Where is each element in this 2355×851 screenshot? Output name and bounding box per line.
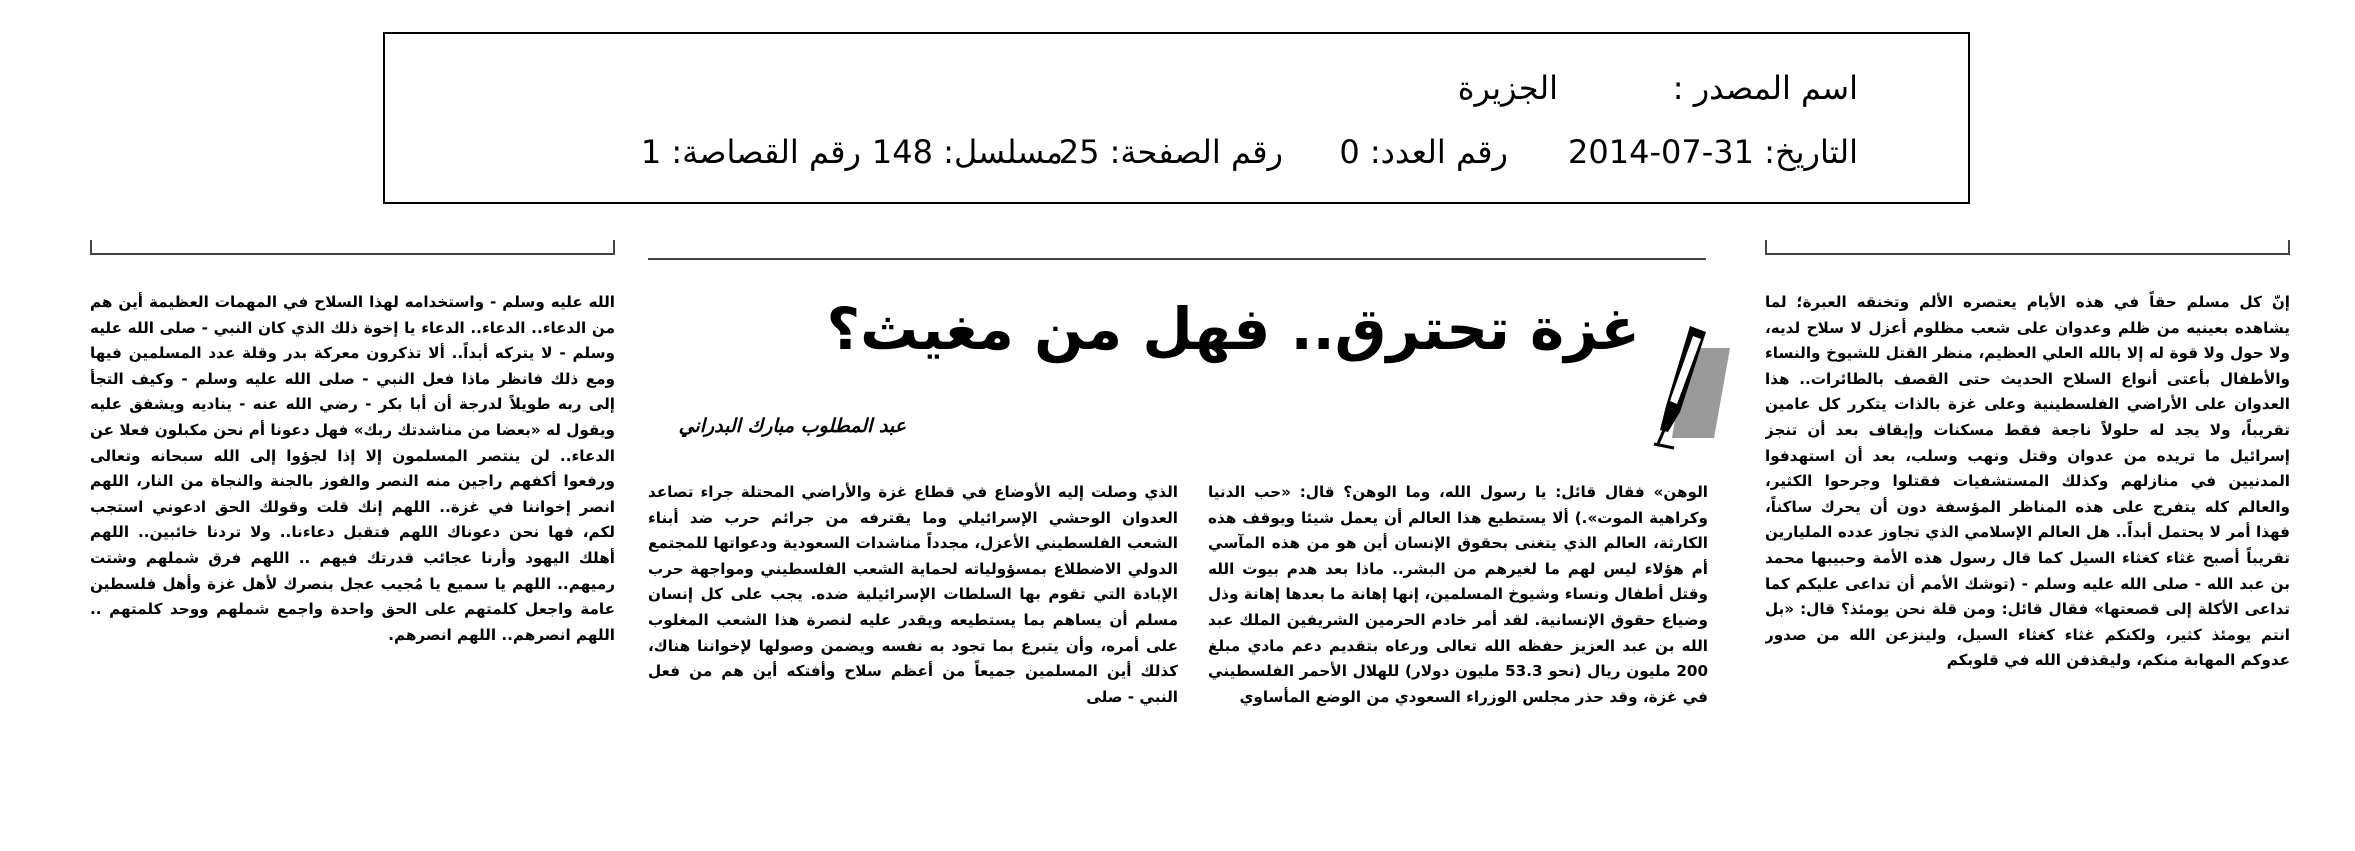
col-rule-tick (1765, 240, 1767, 254)
col-rule-tick (2288, 240, 2290, 254)
col-rule-tick (613, 240, 615, 254)
col-rule-center (648, 258, 1706, 260)
article-column-4: الله عليه وسلم - واستخدامه لهذا السلاح في المهمات العظيمة أين هم من الدعاء.. الدعاء.. الدعاء يا إخوة ذلك الذي كان النبي - صلى الله عليه وسلم - لا يتركه أبداً.. ألا تذكرون معركة بدر وقلة عدد المسلمين فيها ومع ذلك فانظر ماذا فعل النبي - صلى الله عليه وسلم - وكيف التجأ إلى ربه طويلاً لدرجة أن أبا بكر - رضي الله عنه - يناديه ويشفق عليه ويقول له «بعضا من مناشدتك ربك» فهل دعونا أم نحن مكبلون فعلا عن الدعاء.. لن ينتصر المسلمون إلا إذا لجؤوا إلى الله سبحانه وتعالى ورفعوا أكفهم راجين منه النصر والفوز بالجنة والنجاة من النار، اللهم انصر إخواننا في غزة.. اللهم إنك قلت وقولك الحق ادعوني استجب لكم، فها نحن دعوناك اللهم فتقبل دعاءنا.. ولا تردنا خائبين.. اللهم أهلك اليهود وأرنا عجائب قدرتك فيهم .. اللهم فرق شملهم وشتت رميهم.. اللهم يا سميع يا مُجيب عجل بنصرك لأهل غزة وأهل فلسطين عامة واجعل كلمتهم على الحق واحدة واجمع شملهم ووحد كلمتهم .. اللهم انصرهم.. اللهم انصرهم. (90, 293, 615, 644)
article-column-3: الذي وصلت إليه الأوضاع في قطاع غزة والأراضي المحتلة جراء تصاعد العدوان الوحشي الإسرائيلي وما يقترفه من جرائم حرب ضد أبناء الشعب الفلسطيني الأعزل، مجدداً مناشدات السعودية ودعواتها للمجتمع الدولي الاضطلاع بمسؤولياته لحماية الشعب الفلسطيني ومواجهة حرب الإبادة التي تقوم بها السلطات الإسرائيلية ضده. يجب على كل إنسان مسلم أن يساهم بما يستطيعه ويقدر عليه لنصرة هذا الشعب المغلوب على أمره، وأن يتبرع بما تجود به نفسه ويضمن وصولها لإخواننا هناك، كذلك أين المسلمين جميعاً من أعظم سلاح وأفتكه أين هم من فعل النبي - صلى (648, 483, 1178, 706)
col-rule-right (1765, 253, 2290, 255)
date-field: التاريخ: 31-07-2014 (1568, 133, 1858, 171)
source-label: اسم المصدر : (1672, 69, 1858, 107)
issue-field: رقم العدد: 0 (1339, 133, 1508, 171)
page-field: رقم الصفحة: 25 (1058, 133, 1283, 171)
serial-field: مسلسل: 148 (871, 133, 1063, 171)
article-column-2: الوهن» فقال قائل: يا رسول الله، وما الوهن؟ قال: «حب الدنيا وكراهية الموت».) ألا يستطيع هذا العالم أن يعمل شيئا ويوقف هذه الكارثة، العالم الذي يتغنى بحقوق الإنسان أين هو من هذه المآسي أم هؤلاء ليس لهم ما لغيرهم من البشر.. ماذا بعد هدم بيوت الله وقتل أطفال ونساء وشيوخ المسلمين، إنها إهانة ما بعدها إهانة وذل وضياع حقوق الإنسانية. لقد أمر خادم الحرمين الشريفين الملك عبد الله بن عبد العزيز حفظه الله تعالى ورعاه بتقديم دعم مادي مبلغ 200 مليون ريال (نحو 53.3 مليون دولار) للهلال الأحمر الفلسطيني في غزة، وقد حذر مجلس الوزراء السعودي من الوضع المأساوي (1208, 483, 1708, 706)
source-value: الجزيرة (1457, 69, 1558, 107)
pen-icon (1650, 320, 1740, 450)
col-rule-tick (90, 240, 92, 254)
article-column-1: إنّ كل مسلم حقاً في هذه الأيام يعتصره الألم وتخنقه العبرة؛ لما يشاهده بعينيه من ظلم وعدوان على شعب مظلوم أعزل لا سلاح لديه، ولا حول ولا قوة له إلا بالله العلي العظيم، منظر القتل للشيوخ والنساء والأطفال بأعتى أنواع السلاح الحديث حتى القصف بالطائرات.. هذا العدوان على الأراضي الفلسطينية وعلى غزة بالذات يتكرر كل عامين تقريباً، ولا يجد له حلولاً ناجعة فقط مسكنات وإيقاف بعد أن تنجز إسرائيل ما تريده من عدوان وقتل ونهب وسلب، بعد أن استهدفوا المدنيين في منازلهم وكذلك المستشفيات فقتلوا وجرحوا الكثير، والعالم كله يتفرج على هذه المناظر المؤسفة دون أن يحرك ساكناً، فهذا أمر لا يحتمل أبداً.. هل العالم الإسلامي الذي تجاوز عدده المليارين تقريباً أصبح غثاء كغثاء السيل كما قال رسول هذه الأمة وحبيبها محمد بن عبد الله - صلى الله عليه وسلم - (توشك الأمم أن تداعى عليكم كما تداعى الأكلة إلى قصعتها» فقال قائل: ومن قلة نحن يومئذ؟ قال: «بل انتم يومئذ كثير، ولكنكم غثاء كغثاء السيل، ولينزعن الله من صدور عدوكم المهابة منكم، وليقذفن الله في قلوبكم (1765, 293, 2290, 670)
author-byline: عبد المطلوب مبارك البدراني (678, 415, 906, 437)
col-rule-left (90, 253, 615, 255)
metadata-box (383, 32, 1970, 204)
article-title: غزة تحترق.. فهل من مغيث؟ (826, 295, 1640, 363)
clip-field: رقم القصاصة: 1 (640, 133, 861, 171)
